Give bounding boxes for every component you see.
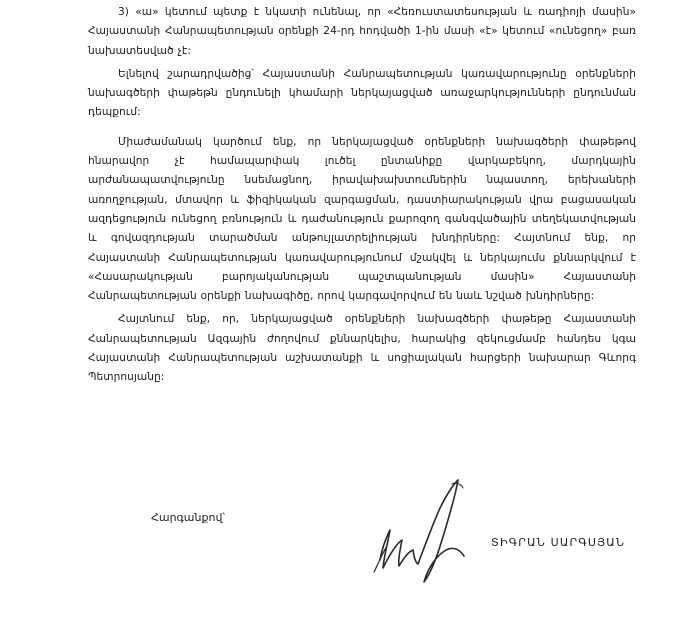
paragraph-co-rapporteur: Հայտնում ենք, որ, ներկայացված օրենքների նախագծերի փաթեթը Հայաստանի Հանրապետության Ազգային ժողովում քննարկելիս, հարակից զեկուցմամբ հանդես կգա Հայաստանի Հանրապետության աշխատանքի և սոցիալական հարցերի նախարար Գևորգ Պետրոսյանը:: [88, 313, 636, 384]
closing-salutation: Հարգանքով՝: [151, 511, 226, 524]
letter-body: [88, 3, 636, 388]
handwritten-signature: [366, 468, 484, 588]
paragraph-item-3: 3) «ա» կետում պետք է նկատի ունենալ, որ «Հեռուստատեսության և ռադիոյի մասին» Հայաստանի Հանրապետության օրենքի 24-րդ հոդվածի 1-ին մասի «է» կետում «ունեցող» բառ նախատեսված չէ:: [88, 6, 636, 57]
paragraph-conclusion: Ելնելով շարադրվածից՝ Հայաստանի Հանրապետության կառավարությունը օրենքների նախագծերի փաթեթն ընդունելի կհամարի ներկայացված առաջարկությունների ընդունման դեպքում:: [88, 67, 636, 119]
paragraph-additional-issues: Միաժամանակ կարծում ենք, որ ներկայացված օրենքների նախագծերի փաթեթով հնարավոր չէ համապարփակ լուծել ընտանիքը վարկաբեկող, մարդկային արժանապատվությունը նսեմացնող, իրավախախտումներին նպաստող, երեխաների առողջության, մտավոր և ֆիզիկական զարգացման, դաստիարակության վրա բացասական ազդեցություն ունեցող բռնություն և դաժանություն քարոզող գանգվածային տեղեկատվության և գովազդության տարածման անթույլատրելիության խնդիրները: Հայտնում ենք, որ Հայաստանի Հանրապետության կառավարությունում մշակվել և ներկայումս քննարկվում է «Հասարակության բարոյականության պաշտպանության մասին» Հայաստանի Հանրապետության օրենքի նախագիծը, որով կարգավորվում են նաև նշված խնդիրները:: [88, 135, 636, 303]
signer-name: ՏԻԳՐԱՆ ՍԱՐԳՍՅԱՆ: [491, 536, 626, 549]
